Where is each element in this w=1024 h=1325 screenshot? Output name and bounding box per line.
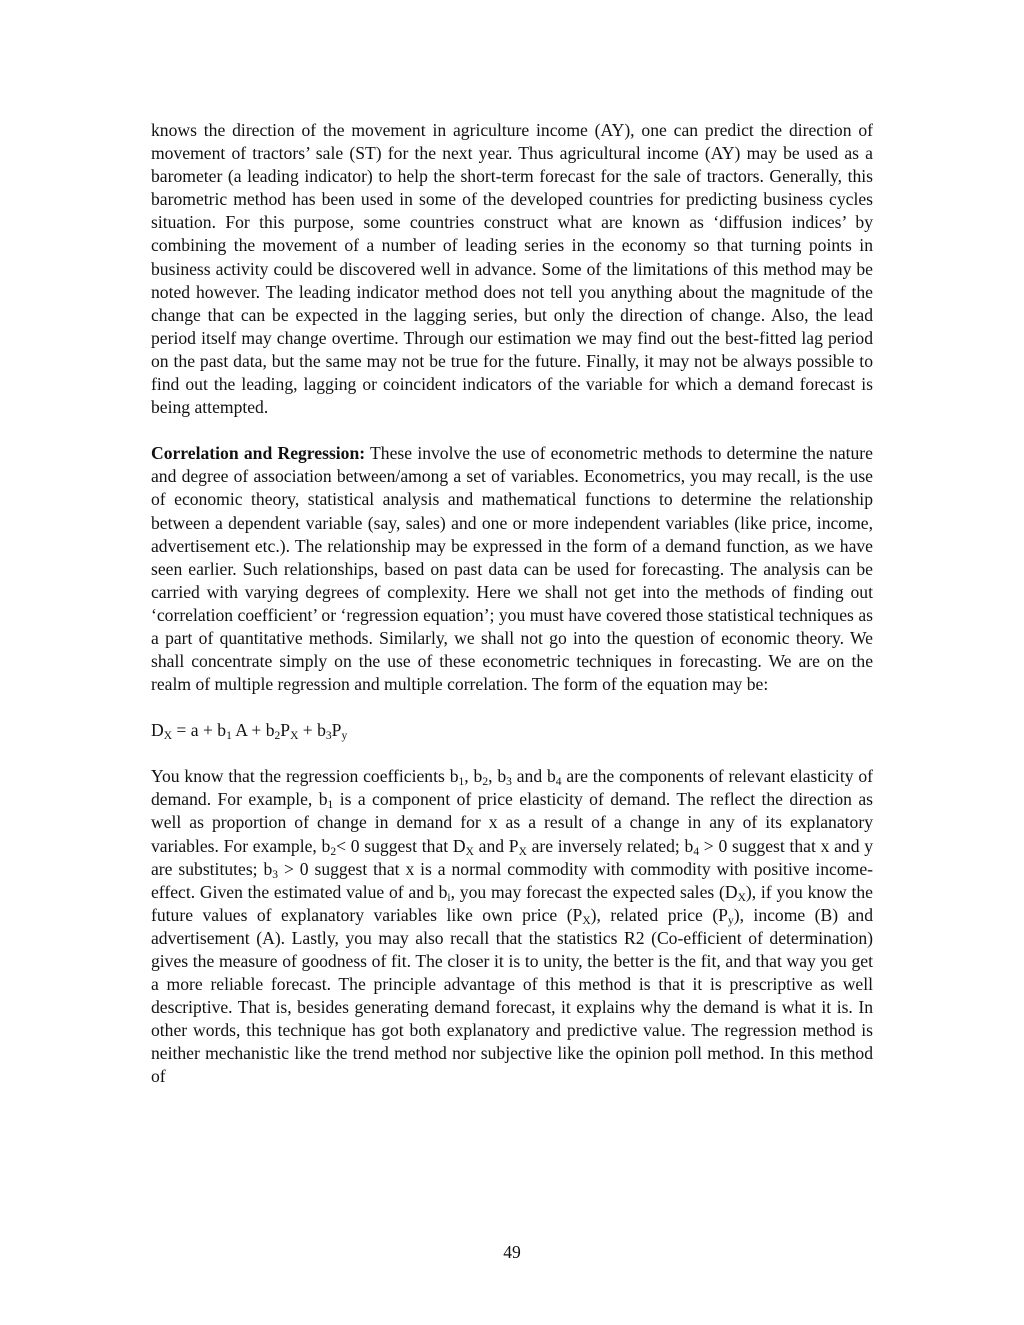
paragraph-text: , b (464, 766, 483, 787)
section-heading: Correlation and Regression: (151, 443, 366, 464)
text-subscript: 3 (506, 776, 512, 789)
equation-subscript: y (341, 730, 348, 743)
paragraph-spacer (151, 419, 873, 442)
equation-term: = a + b (172, 720, 227, 741)
equation-term: P (280, 720, 291, 741)
equation-term: D (151, 720, 164, 741)
paragraph-text: , b (488, 766, 507, 787)
equation-subscript: 3 (325, 730, 332, 743)
paragraph-text: and b (511, 766, 556, 787)
text-subscript: 4 (693, 845, 700, 858)
paragraph-text: > 0 suggest that x and y are substitutes; b (151, 835, 874, 879)
paragraph-barometric-method: knows the direction of the movement in agriculture income (AY), one can predict the direction of movement of tractors’ sale (ST) for the next year. Thus agricultural income (AY) may be used as a barometer (a leading indicator) to help the short-term forecast for the sale of tractors. Generally, this barometric method has been used in some of the developed countries for predicting business cycles situation. For this purpose, some countries construct what are known as ‘diffusion indices’ by combining the movement of a number of leading series in the economy so that turning points in business activity could be discovered well in advance. Some of the limitations of this method may be noted however. The leading indicator method does not tell you anything about the magnitude of the change that can be expected in the lagging series, but only the direction of change. Also, the lead period itself may change overtime. Through our estimation we may find out the best-fitted lag period on the past data, but the same may not be true for the future. Finally, it may not be always possible to find out the leading, lagging or coincident indicators of the variable for which a demand forecast is being attempted. (151, 120, 873, 418)
text-subscript: 2 (330, 845, 337, 858)
paragraph-text: is a component of price elasticity of demand. The reflect the direction as well as proportion of change in demand for x as a result of a change in any of its explanatory variables. For example, b (151, 789, 873, 856)
equation-term: P (331, 720, 342, 741)
text-subscript: 1 (458, 776, 465, 789)
paragraph-text: These involve the use of econometric methods to determine the nature and degree of association between/among a set of variables. Econometrics, you may recall, is the use of economic theory, statistical analysis and mathematical functions to determine the relationship between a dependent variable (say, sales) and one or more independent variables (like price, income, advertisement etc.). The relationship may be expressed in the form of a demand function, as we have seen earlier. Such relationships, based on past data can be used for forecasting. The analysis can be carried with varying degrees of complexity. Here we shall not get into the methods of finding out ‘correlation coefficient’ or ‘regression equation’; you must have covered those statistical techniques as a part of quantitative methods. Similarly, we shall not go into the question of economic theory. We shall concentrate simply on the use of these econometric techniques in forecasting. We are on the realm of multiple regression and multiple correlation. The form of the equation may be: (151, 443, 873, 695)
equation-subscript: 1 (226, 730, 232, 743)
equation-subscript: X (290, 730, 299, 743)
paragraph-text: ), if you know the future values of explanatory variables like own price (P (151, 881, 873, 925)
page-body (151, 119, 873, 1089)
paragraph-correlation-regression (151, 442, 873, 696)
paragraph-text: < 0 suggest that D (336, 835, 466, 856)
paragraph-spacer (151, 696, 873, 719)
equation-subscript: 2 (274, 730, 281, 743)
text-subscript: 3 (272, 868, 279, 881)
text-subscript: X (465, 845, 474, 858)
text-subscript: i (447, 891, 451, 904)
text-subscript: X (737, 891, 746, 904)
paragraph-text: and P (473, 835, 519, 856)
paragraph-text: are the components of relevant elasticity of demand. For example, b (151, 766, 874, 810)
paragraph-text: are inversely related; b (526, 835, 694, 856)
text-subscript: X (582, 914, 591, 927)
text-subscript: 4 (555, 776, 562, 789)
paragraph-regression-coefficients (151, 765, 873, 1088)
equation-term: + b (298, 720, 326, 741)
paragraph-text: ), related price (P (590, 904, 728, 925)
paragraph-text: , you may forecast the expected sales (D (450, 881, 738, 902)
text-subscript: X (518, 845, 527, 858)
text-subscript: y (727, 914, 734, 927)
text-subscript: 2 (482, 776, 489, 789)
paragraph-text: > 0 suggest that x is a normal commodity with commodity with positive income-effect. Given the estimated value of and b (151, 858, 873, 902)
equation-term: A + b (231, 720, 275, 741)
text-subscript: 1 (327, 799, 334, 812)
paragraph-text: ), income (B) and advertisement (A). Lastly, you may also recall that the statistics R2 (Co-efficient of determination) gives the measure of goodness of fit. The closer it is to unity, the better is the fit, and that way you get a more reliable forecast. The principle advantage of this method is that it is prescriptive as well descriptive. That is, besides generating demand forecast, it explains why the demand is what it is. In other words, this technique has got both explanatory and predictive value. The regression method is neither mechanistic like the trend method nor subjective like the opinion poll method. In this method of (151, 904, 873, 1087)
regression-equation (151, 719, 873, 742)
page-number: 49 (503, 1242, 521, 1262)
paragraph-spacer (151, 742, 873, 765)
paragraph-text: You know that the regression coefficients b (151, 766, 459, 787)
equation-subscript: X (163, 730, 173, 743)
